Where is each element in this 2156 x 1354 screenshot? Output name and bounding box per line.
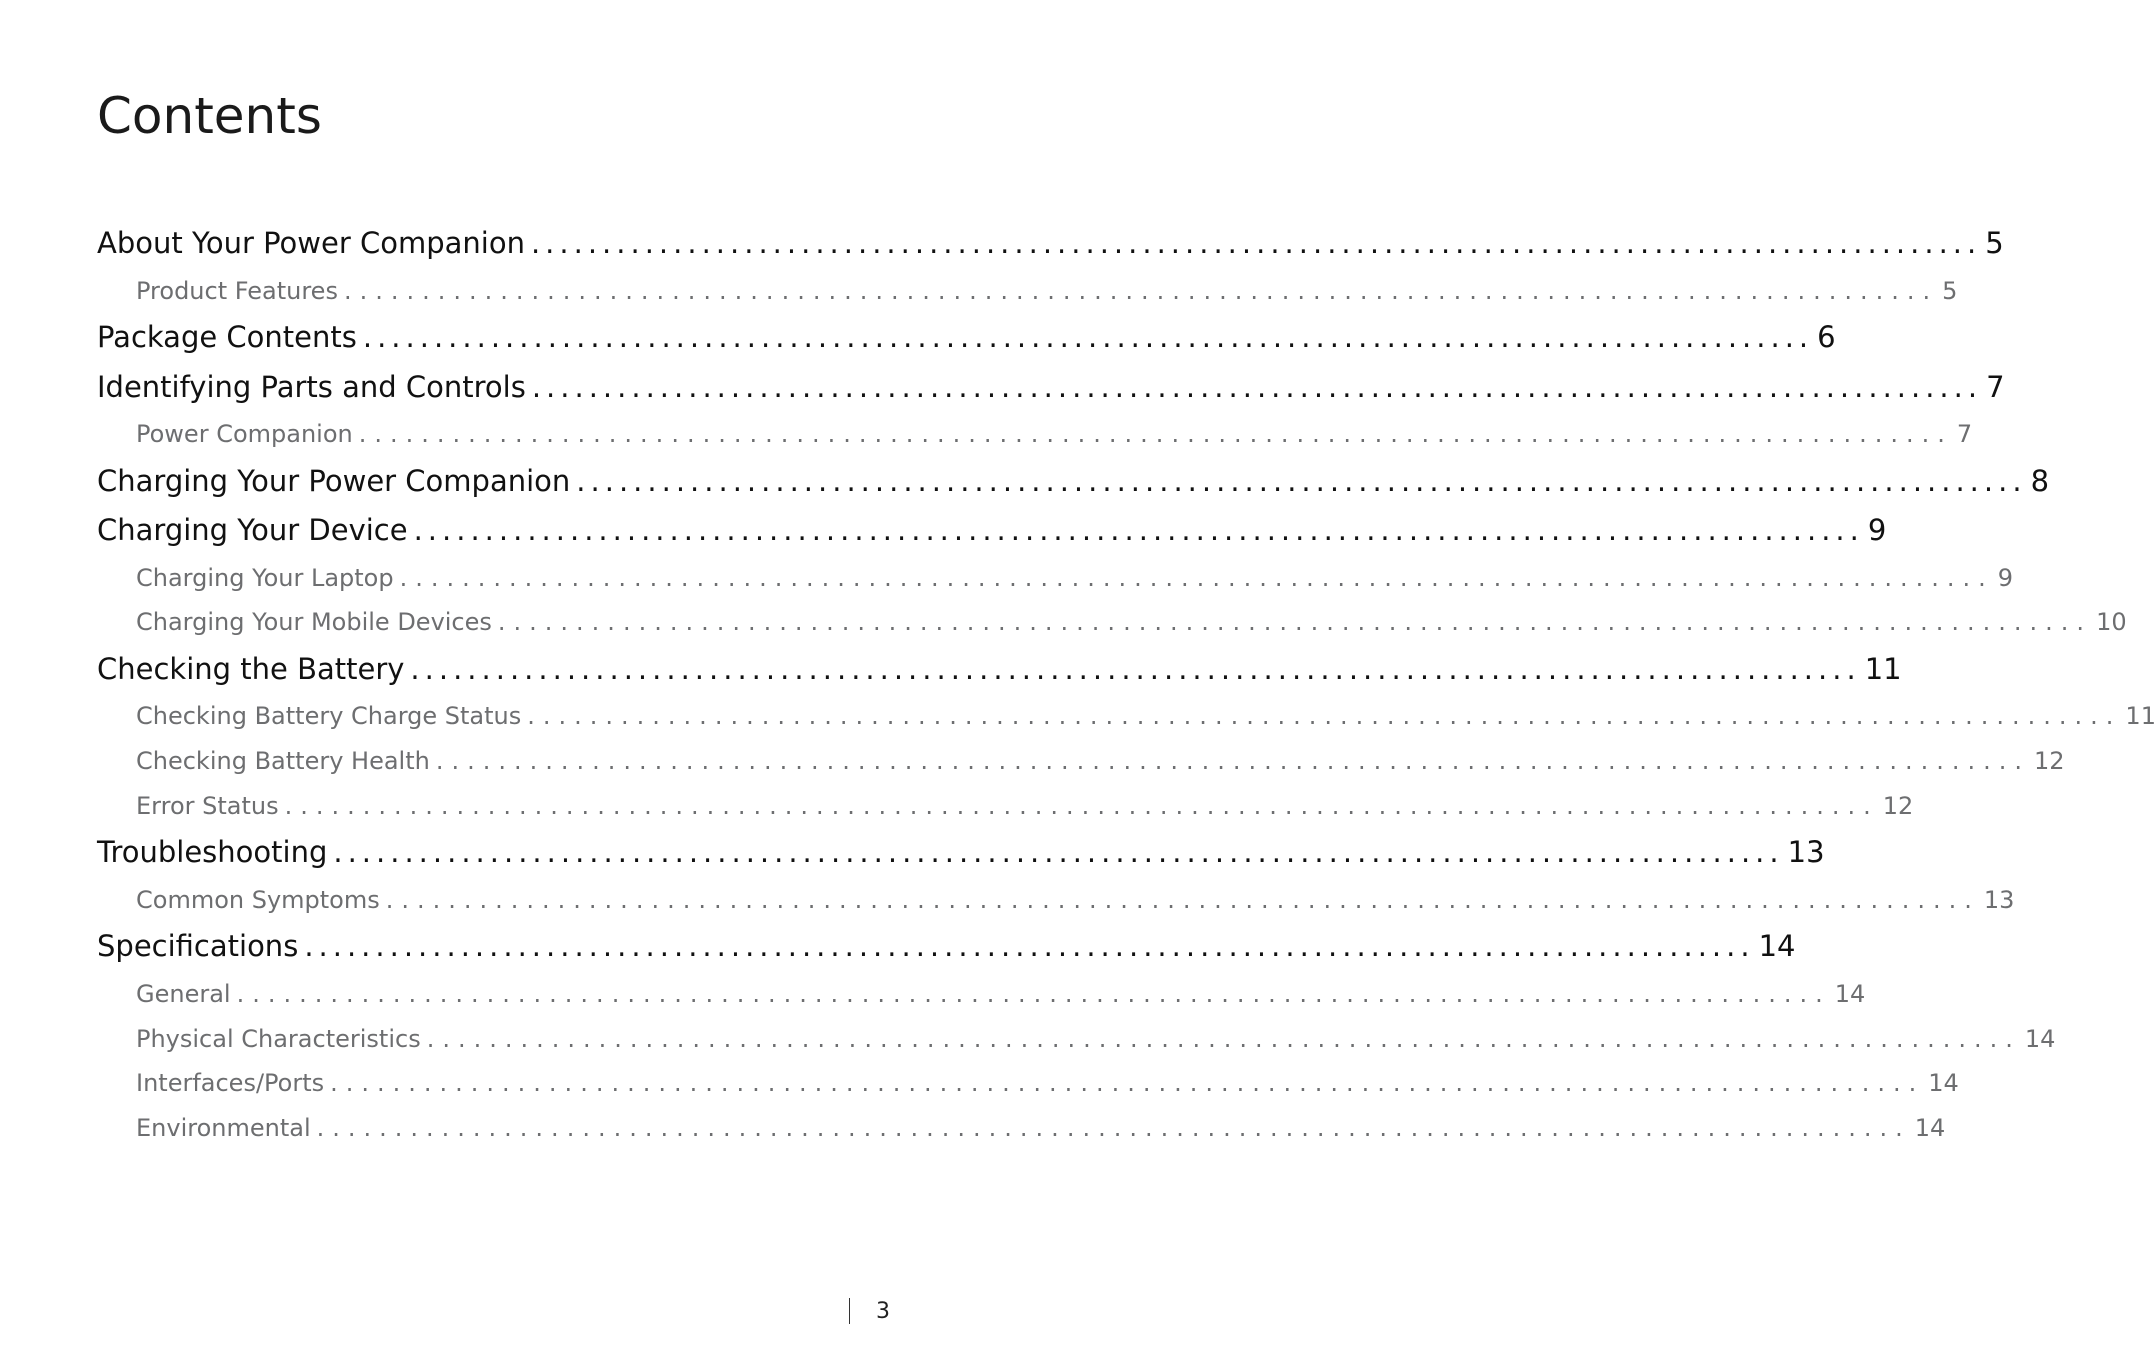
- toc-entry-error-status[interactable]: [136, 792, 1914, 820]
- toc-entry-title: Checking Battery Health: [136, 747, 430, 775]
- toc-entry-charging-your-power-companion[interactable]: [97, 464, 2050, 498]
- toc-dot-leader: ......................................................................................................: [426, 1025, 2021, 1053]
- toc-dot-leader: ......................................................................................................: [410, 652, 1861, 686]
- toc-page-number: 7: [1956, 420, 1973, 448]
- page-footer: [849, 1298, 890, 1324]
- toc-page-number: 6: [1817, 320, 1836, 354]
- toc-dot-leader: ......................................................................................................: [399, 564, 1994, 592]
- toc-page-number: 9: [1867, 513, 1887, 547]
- page-number: 3: [876, 1298, 890, 1324]
- toc-entry-interfaces-ports[interactable]: [136, 1069, 1959, 1097]
- toc-entry-title: Charging Your Power Companion: [97, 464, 571, 498]
- toc-dot-leader: ......................................................................................................: [343, 277, 1939, 305]
- toc-entry-title: Interfaces/Ports: [136, 1069, 325, 1097]
- toc-dot-leader: ......................................................................................................: [362, 320, 1814, 354]
- toc-entry-package-contents[interactable]: [97, 320, 1836, 354]
- toc-dot-leader: ......................................................................................................: [316, 1114, 1911, 1142]
- toc-page-number: 11: [1864, 652, 1902, 686]
- toc-entry-charging-your-laptop[interactable]: [136, 564, 2014, 592]
- toc-entry-title: Common Symptoms: [136, 886, 380, 914]
- toc-entry-about-your-power-companion[interactable]: [97, 226, 2004, 260]
- toc-entry-title: Identifying Parts and Controls: [97, 370, 526, 404]
- toc-entry-power-companion[interactable]: [136, 420, 1973, 448]
- toc-dot-leader: ......................................................................................................: [530, 226, 1982, 260]
- toc-entry-title: Power Companion: [136, 420, 353, 448]
- toc-page-number: 14: [1928, 1069, 1959, 1097]
- toc-entry-title: Specifications: [97, 929, 299, 963]
- toc-entry-title: Charging Your Laptop: [136, 564, 394, 592]
- toc-entry-common-symptoms[interactable]: [136, 886, 2015, 914]
- toc-entry-title: Checking Battery Charge Status: [136, 702, 522, 730]
- toc-entry-title: Error Status: [136, 792, 279, 820]
- toc-entry-environmental[interactable]: [136, 1114, 1946, 1142]
- toc-page-number: 14: [1914, 1114, 1946, 1142]
- toc-dot-leader: ......................................................................................................: [497, 608, 2093, 636]
- toc-page-number: 7: [1986, 370, 2005, 404]
- toc-entry-physical-characteristics[interactable]: [136, 1025, 2056, 1053]
- toc-entry-charging-your-device[interactable]: [97, 513, 1887, 547]
- toc-page-number: 10: [2096, 608, 2127, 636]
- toc-page-number: 5: [1942, 277, 1958, 305]
- toc-entry-checking-battery-charge-status[interactable]: [136, 702, 2156, 730]
- toc-page-number: 8: [2030, 464, 2050, 498]
- table-of-contents: [97, 0, 2156, 1354]
- toc-entry-specifications[interactable]: [97, 929, 1796, 963]
- toc-entry-title: General: [136, 980, 231, 1008]
- toc-dot-leader: ......................................................................................................: [284, 792, 1879, 820]
- toc-entry-title: Product Features: [136, 277, 338, 305]
- toc-dot-leader: ......................................................................................................: [333, 835, 1784, 869]
- toc-entry-title: Charging Your Device: [97, 513, 408, 547]
- toc-page-number: 5: [1985, 226, 2004, 260]
- toc-dot-leader: ......................................................................................................: [435, 747, 2030, 775]
- toc-entry-troubleshooting[interactable]: [97, 835, 1825, 869]
- toc-entry-checking-battery-health[interactable]: [136, 747, 2065, 775]
- toc-entry-general[interactable]: [136, 980, 1866, 1008]
- page-title: Contents: [97, 87, 322, 145]
- toc-page-number: 11: [2125, 702, 2156, 730]
- toc-dot-leader: ......................................................................................................: [330, 1069, 1925, 1097]
- toc-entry-title: Package Contents: [97, 320, 357, 354]
- toc-entry-identifying-parts-and-controls[interactable]: [97, 370, 2005, 404]
- footer-divider: [849, 1298, 850, 1324]
- toc-page-number: 12: [1882, 792, 1914, 820]
- toc-dot-leader: ......................................................................................................: [413, 513, 1864, 547]
- toc-entry-title: About Your Power Companion: [97, 226, 525, 260]
- toc-entry-title: Charging Your Mobile Devices: [136, 608, 492, 636]
- toc-entry-product-features[interactable]: [136, 277, 1958, 305]
- toc-entry-charging-your-mobile-devices[interactable]: [136, 608, 2127, 636]
- toc-dot-leader: ......................................................................................................: [358, 420, 1953, 448]
- toc-dot-leader: ......................................................................................................: [385, 886, 1980, 914]
- toc-entry-title: Physical Characteristics: [136, 1025, 421, 1053]
- toc-entry-title: Troubleshooting: [97, 835, 328, 869]
- toc-page-number: 9: [1997, 564, 2014, 592]
- toc-page-number: 14: [1834, 980, 1866, 1008]
- toc-dot-leader: ......................................................................................................: [304, 929, 1755, 963]
- toc-page-number: 13: [1983, 886, 2015, 914]
- toc-entry-title: Environmental: [136, 1114, 311, 1142]
- toc-entry-title: Checking the Battery: [97, 652, 405, 686]
- toc-dot-leader: ......................................................................................................: [527, 702, 2122, 730]
- toc-dot-leader: ......................................................................................................: [576, 464, 2027, 498]
- toc-page-number: 14: [2024, 1025, 2056, 1053]
- toc-dot-leader: ......................................................................................................: [236, 980, 1831, 1008]
- toc-page-number: 14: [1758, 929, 1796, 963]
- toc-page-number: 13: [1787, 835, 1825, 869]
- toc-dot-leader: ......................................................................................................: [531, 370, 1983, 404]
- toc-entry-checking-the-battery[interactable]: [97, 652, 1902, 686]
- toc-page-number: 12: [2034, 747, 2065, 775]
